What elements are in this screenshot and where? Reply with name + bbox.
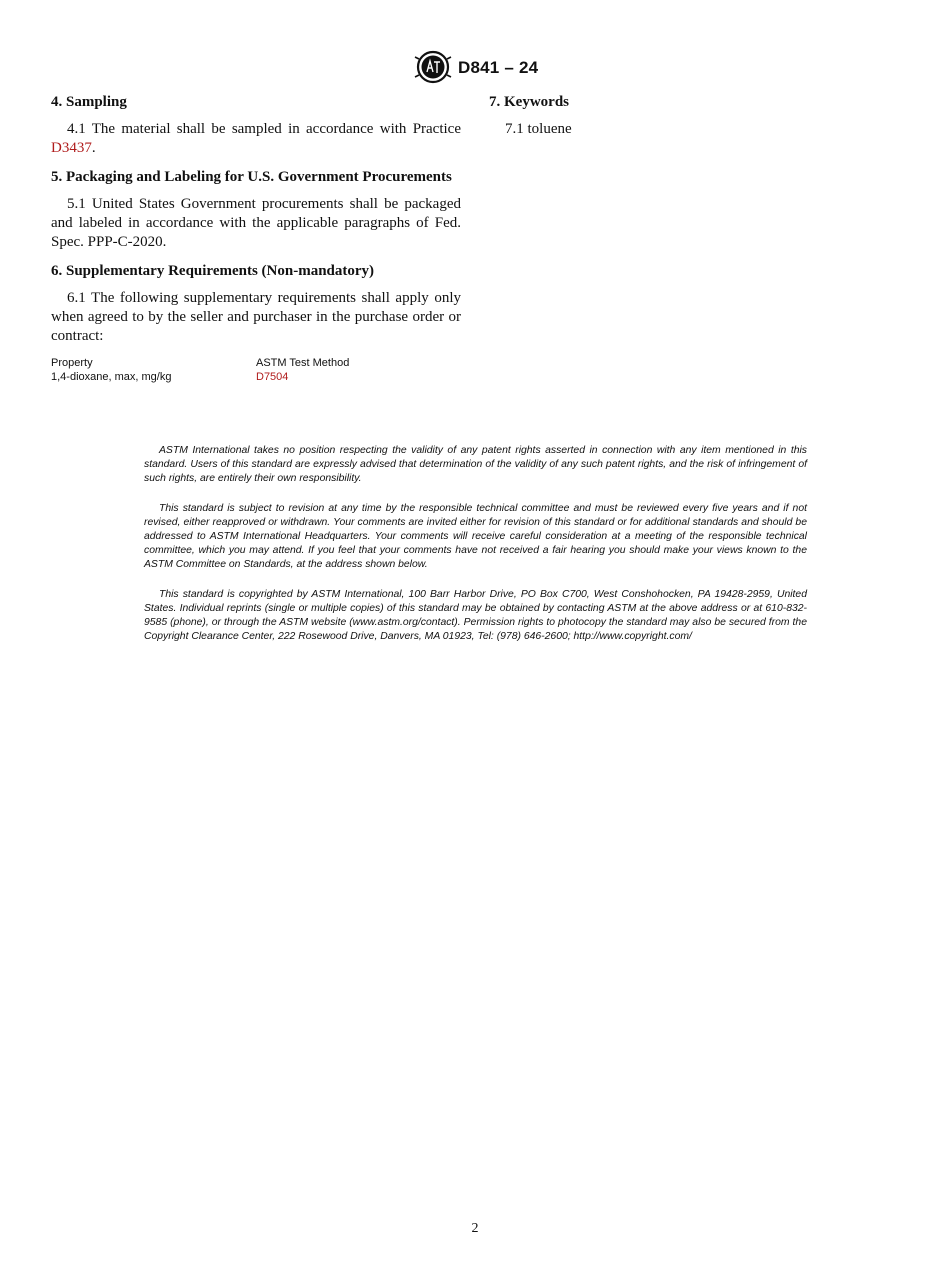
section-heading: 6. Supplementary Requirements (Non-mandatory) (51, 263, 375, 279)
copyright-notice: This standard is copyrighted by ASTM International, 100 Barr Harbor Drive, PO Box C700, West Conshohocken, PA 19428-2959, United States. Individual reprints (single or multiple copies) of this standard may be obtained by contacting ASTM at the above address or at 610-832-9585 (phone), or through the ASTM website (www.astm.org/contact). Permission rights to photocopy the standard may also be secured from the Copyright Clearance Center, 222 Rosewood Drive, Danvers, MA 01923, Tel: (978) 646-2600; http://www.copyright.com/ (144, 589, 807, 642)
table-header-row (51, 356, 461, 370)
section-heading: 5. Packaging and Labeling for U.S. Government Procurements (51, 169, 452, 185)
section-heading: 7. Keywords (489, 94, 569, 110)
astm-logo-icon (413, 50, 453, 84)
section-paragraph: 6.1 The following supplementary requirements shall apply only when agreed to by the seller and purchaser in the purchase order or contract: (51, 290, 461, 344)
reference-link-d7504[interactable]: D7504 (256, 371, 289, 383)
table-header-cell: Property (51, 357, 93, 369)
document-designation: D841 – 24 (458, 58, 539, 77)
paragraph-text: . (91, 140, 96, 156)
left-column (51, 93, 461, 388)
revision-notice: This standard is subject to revision at any time by the responsible technical committee and must be reviewed every five years and if not revised, either reapproved or withdrawn. Your comments are invited either for revision of this standard or for additional standards and should be addressed to ASTM International Headquarters. Your comments will receive careful consideration at a meeting of the responsible technical committee, which you may attend. If you feel that your comments have not received a fair hearing you should make your views known to the ASTM Committee on Standards, at the address shown below. (144, 503, 807, 570)
table-header-cell: ASTM Test Method (256, 357, 350, 369)
paragraph-text: 4.1 The material shall be sampled in accordance with Practice (67, 121, 461, 137)
reference-link-d3437[interactable]: D3437 (51, 140, 92, 156)
section-paragraph: 7.1 toluene (505, 121, 572, 137)
section-packaging (51, 168, 461, 252)
page-number: 2 (471, 1221, 479, 1236)
section-sampling (51, 93, 461, 158)
patent-notice: ASTM International takes no position respecting the validity of any patent rights asserted in connection with any item mentioned in this standard. Users of this standard are expressly advised that determination of the validity of any such patent rights, and the risk of infringement of such rights, are entirely their own responsibility. (144, 445, 807, 484)
table-row (51, 370, 461, 384)
table-cell: 1,4-dioxane, max, mg/kg (51, 371, 172, 383)
section-keywords (489, 93, 689, 139)
page-header (0, 50, 950, 84)
right-column (489, 93, 689, 149)
legal-notices (144, 444, 807, 660)
section-supplementary-requirements (51, 262, 461, 384)
section-paragraph: 5.1 United States Government procurements shall be packaged and labeled in accordance with the applicable paragraphs of Fed. Spec. PPP-C-2020. (51, 196, 461, 250)
section-heading: 4. Sampling (51, 94, 127, 110)
section-paragraph (51, 120, 461, 158)
requirements-table (51, 356, 461, 384)
